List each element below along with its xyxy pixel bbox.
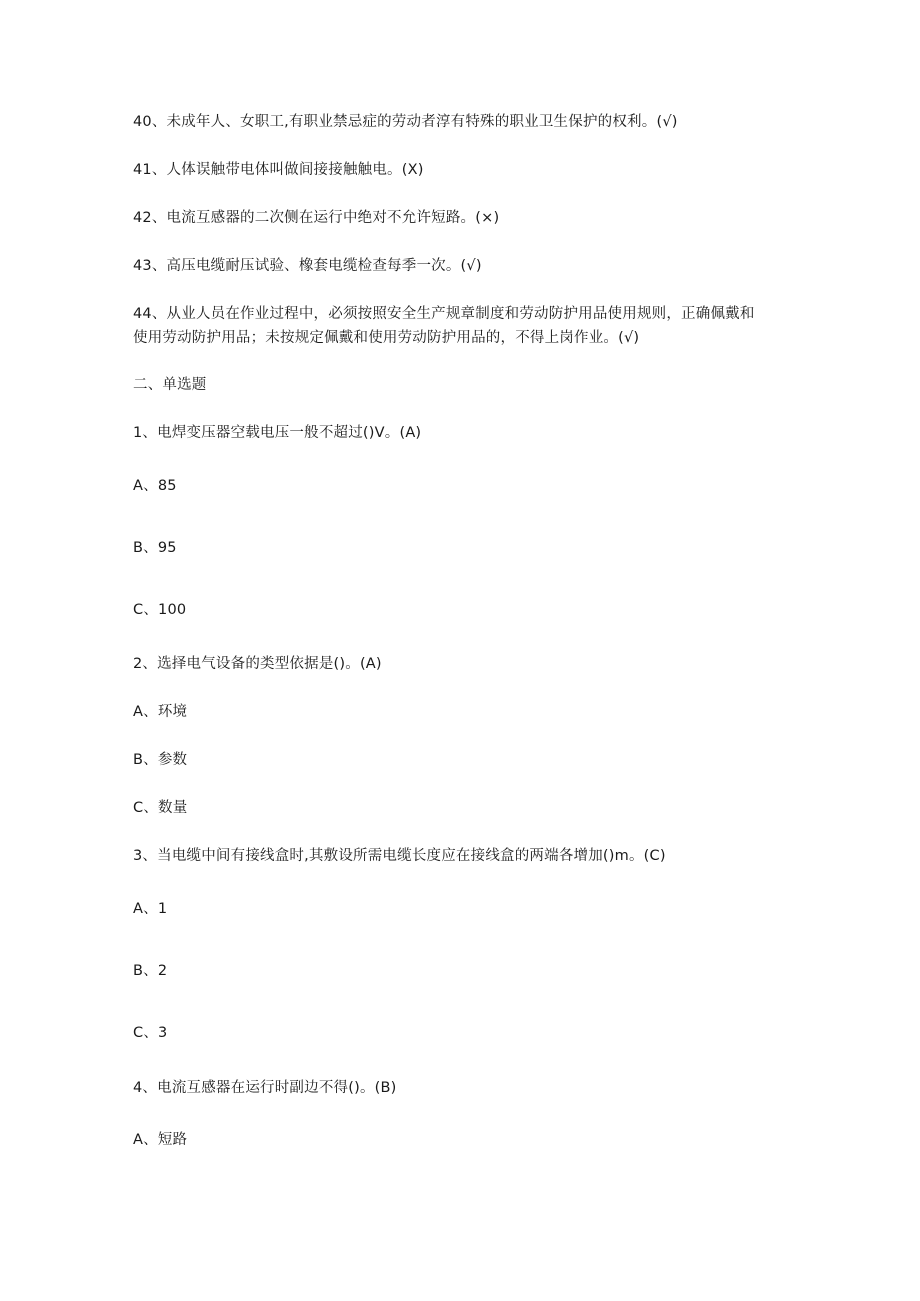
- sc-q2-option-c: C、数量: [133, 800, 188, 816]
- sc-q1-option-a: A、85: [133, 478, 177, 494]
- question-42: 42、电流互感器的二次侧在运行中绝对不允许短路。(×): [133, 210, 500, 226]
- sc-q2-option-a: A、环境: [133, 704, 188, 720]
- question-44-line1: 44、从业人员在作业过程中，必须按照安全生产规章制度和劳动防护用品使用规则，正确佩戴和: [133, 306, 755, 322]
- sc-question-1: 1、电焊变压器空载电压一般不超过()V。(A): [133, 425, 422, 441]
- section-title: 二、单选题: [133, 377, 207, 393]
- sc-question-2: 2、选择电气设备的类型依据是()。(A): [133, 656, 382, 672]
- question-43: 43、高压电缆耐压试验、橡套电缆检查每季一次。(√): [133, 258, 482, 274]
- question-41: 41、人体误触带电体叫做间接接触触电。(X): [133, 162, 424, 178]
- question-44-line2: 使用劳动防护用品；未按规定佩戴和使用劳动防护用品的，不得上岗作业。(√): [133, 330, 640, 346]
- sc-q1-option-b: B、95: [133, 540, 177, 556]
- sc-q3-option-b: B、2: [133, 963, 168, 979]
- sc-q2-option-b: B、参数: [133, 752, 188, 768]
- sc-q4-option-a: A、短路: [133, 1132, 188, 1148]
- sc-q3-option-a: A、1: [133, 901, 168, 917]
- sc-q1-option-c: C、100: [133, 602, 187, 618]
- sc-question-4: 4、电流互感器在运行时副边不得()。(B): [133, 1080, 397, 1096]
- sc-q3-option-c: C、3: [133, 1025, 168, 1041]
- sc-question-3: 3、当电缆中间有接线盒时,其敷设所需电缆长度应在接线盒的两端各增加()m。(C): [133, 848, 666, 864]
- question-40: 40、未成年人、女职工,有职业禁忌症的劳动者淳有特殊的职业卫生保护的权利。(√): [133, 114, 678, 130]
